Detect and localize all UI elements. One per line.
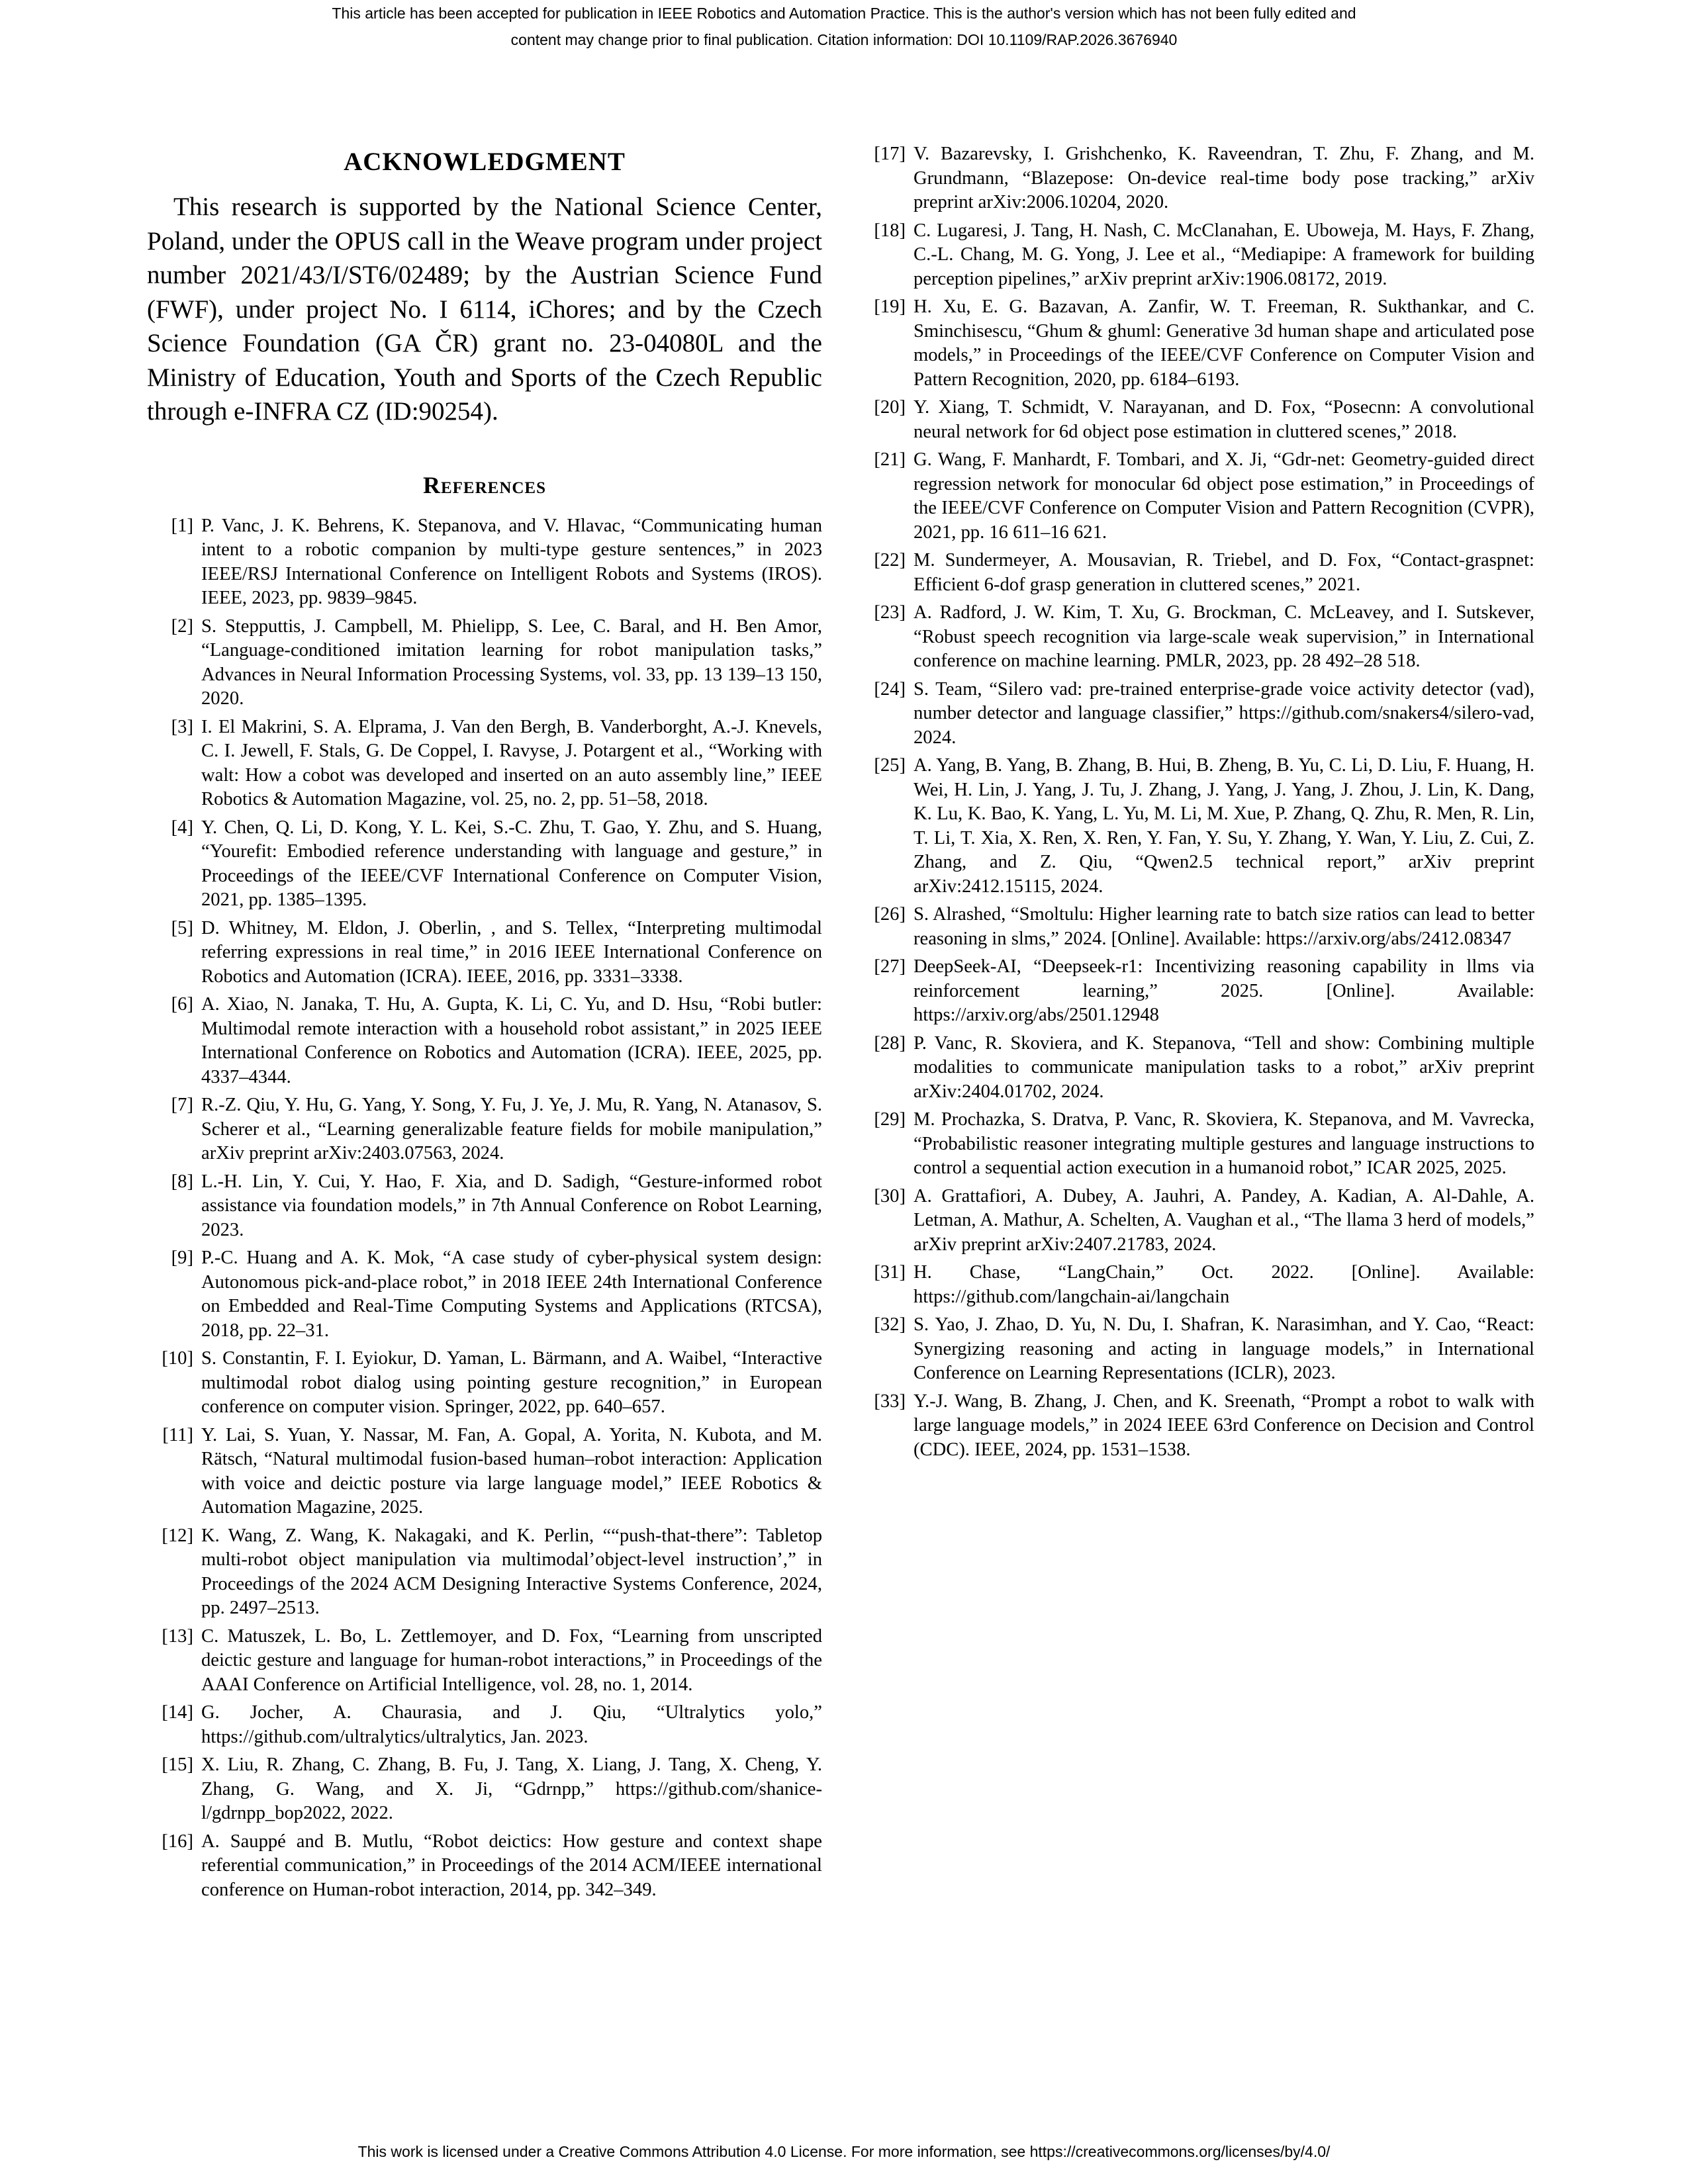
reference-item: [859, 754, 1534, 899]
reference-text: Y.-J. Wang, B. Zhang, J. Chen, and K. Sreenath, “Prompt a robot to walk with large language models,” in 2024 IEEE 63rd Conference on Decision and Control (CDC). IEEE, 2024, pp. 1531–1538.: [914, 1390, 1534, 1460]
reference-text: D. Whitney, M. Eldon, J. Oberlin, , and S. Tellex, “Interpreting multimodal referring expressions in real time,” in 2016 IEEE International Conference on Robotics and Automation (ICRA). IEEE, 2016, pp. 3331–3338.: [201, 917, 822, 987]
reference-number: [32]: [874, 1314, 906, 1335]
reference-text: Y. Chen, Q. Li, D. Kong, Y. L. Kei, S.-C. Zhu, T. Gao, Y. Zhu, and S. Huang, “Yourefit: Embodied reference understanding with language and gesture,” in Proceedings of the IEEE/CVF International Conference on Computer Vision, 2021, pp. 1385–1395.: [201, 817, 822, 910]
publication-notice: [0, 0, 1688, 53]
reference-text: G. Jocher, A. Chaurasia, and J. Qiu, “Ultralytics yolo,” https://github.com/ultralytics/ultralytics, Jan. 2023.: [201, 1702, 822, 1747]
reference-item: [147, 615, 822, 711]
reference-number: [14]: [162, 1702, 193, 1723]
reference-number: [30]: [874, 1185, 906, 1206]
reference-text: C. Matuszek, L. Bo, L. Zettlemoyer, and D. Fox, “Learning from unscripted deictic gesture and language for human-robot interactions,” in Proceedings of the AAAI Conference on Artificial Intelligence, vol. 28, no. 1, 2014.: [201, 1625, 822, 1695]
reference-list-left: [147, 514, 822, 1903]
reference-item: [859, 142, 1534, 215]
reference-text: L.-H. Lin, Y. Cui, Y. Hao, F. Xia, and D. Sadigh, “Gesture-informed robot assistance via foundation models,” in 7th Annual Conference on Robot Learning, 2023.: [201, 1171, 822, 1240]
reference-number: [1]: [171, 515, 193, 536]
reference-number: [21]: [874, 449, 906, 470]
reference-number: [12]: [162, 1525, 193, 1546]
reference-number: [33]: [874, 1390, 906, 1412]
reference-text: K. Wang, Z. Wang, K. Nakagaki, and K. Perlin, ““push-that-there”: Tabletop multi-robot object manipulation via multimodal’object-level instruction’,” in Proceedings of the 2024 ACM Designing Interactive Systems Conference, 2024, pp. 2497–2513.: [201, 1525, 822, 1618]
reference-number: [29]: [874, 1109, 906, 1130]
reference-number: [25]: [874, 755, 906, 776]
reference-text: A. Sauppé and B. Mutlu, “Robot deictics: How gesture and context shape referential communication,” in Proceedings of the 2014 ACM/IEEE international conference on Human-robot interaction, 2014, pp. 342–349.: [201, 1831, 822, 1900]
publication-notice-line-1: This article has been accepted for publication in IEEE Robotics and Automation Practice. This is the author's version which has not been fully edited and: [332, 5, 1356, 22]
reference-item: [147, 816, 822, 913]
reference-text: V. Bazarevsky, I. Grishchenko, K. Raveendran, T. Zhu, F. Zhang, and M. Grundmann, “Blazepose: On-device real-time body pose tracking,” arXiv preprint arXiv:2006.10204, 2020.: [914, 144, 1534, 212]
reference-item: [147, 514, 822, 611]
reference-item: [859, 955, 1534, 1028]
reference-number: [23]: [874, 602, 906, 623]
reference-text: X. Liu, R. Zhang, C. Zhang, B. Fu, J. Tang, X. Liang, J. Tang, X. Cheng, Y. Zhang, G. Wang, and X. Ji, “Gdrnpp,” https://github.com/shanice-l/gdrnpp_bop2022, 2022.: [201, 1754, 822, 1823]
reference-text: S. Constantin, F. I. Eyiokur, D. Yaman, L. Bärmann, and A. Waibel, “Interactive multimodal robot dialog using pointing gesture recognition,” in European conference on computer vision. Springer, 2022, pp. 640–657.: [201, 1348, 822, 1417]
reference-text: R.-Z. Qiu, Y. Hu, G. Yang, Y. Song, Y. Fu, J. Ye, J. Mu, R. Yang, N. Atanasov, S. Scherer et al., “Learning generalizable feature fields for mobile manipulation,” arXiv preprint arXiv:2403.07563, 2024.: [201, 1095, 822, 1163]
reference-number: [13]: [162, 1625, 193, 1647]
reference-item: [859, 1261, 1534, 1309]
reference-text: I. El Makrini, S. A. Elprama, J. Van den Bergh, B. Vanderborght, A.-J. Knevels, C. I. Jewell, F. Stals, G. De Coppel, I. Ravyse, J. Potargent et al., “Working with walt: How a cobot was developed and inserted on an auto assembly line,” IEEE Robotics & Automation Magazine, vol. 25, no. 2, pp. 51–58, 2018.: [201, 716, 822, 809]
reference-number: [5]: [171, 917, 193, 938]
reference-number: [18]: [874, 220, 906, 241]
reference-number: [22]: [874, 550, 906, 570]
reference-number: [17]: [874, 144, 906, 164]
reference-item: [859, 219, 1534, 292]
license-footer: This work is licensed under a Creative Commons Attribution 4.0 License. For more information, see https://creativecommons.org/licenses/by/4.0/: [357, 2143, 1331, 2160]
acknowledgment-text: This research is supported by the National Science Center, Poland, under the OPUS call in the Weave program under project number 2021/43/I/ST6/02489; by the Austrian Science Fund (FWF), under project No. I 6114, iChores; and by the Czech Science Foundation (GA ČR) grant no. 23-04080L and the Ministry of Education, Youth and Sports of the Czech Republic through e-INFRA CZ (ID:90254).: [147, 193, 822, 426]
reference-text: Y. Xiang, T. Schmidt, V. Narayanan, and D. Fox, “Posecnn: A convolutional neural network for 6d object pose estimation in cluttered scenes,” 2018.: [914, 397, 1534, 442]
reference-text: Y. Lai, S. Yuan, Y. Nassar, M. Fan, A. Gopal, A. Yorita, N. Kubota, and M. Rätsch, “Natural multimodal fusion-based human–robot interaction: Application with voice and deictic posture via large language model,” IEEE Robotics & Automation Magazine, 2025.: [201, 1424, 822, 1518]
reference-text: P.-C. Huang and A. K. Mok, “A case study of cyber-physical system design: Autonomous pick-and-place robot,” in 2018 IEEE 24th International Conference on Embedded and Real-Time Computing Systems and Applications (RTCSA), 2018, pp. 22–31.: [201, 1248, 822, 1341]
reference-item: [859, 1032, 1534, 1105]
right-column: [859, 142, 1534, 1466]
reference-number: [27]: [874, 956, 906, 977]
reference-item: [147, 993, 822, 1089]
reference-number: [20]: [874, 397, 906, 418]
reference-number: [10]: [162, 1348, 193, 1369]
reference-item: [859, 1108, 1534, 1181]
reference-number: [26]: [874, 904, 906, 925]
reference-text: A. Radford, J. W. Kim, T. Xu, G. Brockman, C. McLeavey, and I. Sutskever, “Robust speech recognition via large-scale weak supervision,” in International conference on machine learning. PMLR, 2023, pp. 28 492–28 518.: [914, 602, 1534, 671]
reference-text: C. Lugaresi, J. Tang, H. Nash, C. McClanahan, E. Uboweja, M. Hays, F. Zhang, C.-L. Chang, M. G. Yong, J. Lee et al., “Mediapipe: A framework for building perception pipelines,” arXiv preprint arXiv:1906.08172, 2019.: [914, 220, 1534, 289]
reference-item: [859, 396, 1534, 444]
reference-number: [28]: [874, 1032, 906, 1054]
reference-number: [11]: [162, 1424, 193, 1445]
reference-number: [2]: [171, 615, 193, 637]
reference-text: A. Yang, B. Yang, B. Zhang, B. Hui, B. Zheng, B. Yu, C. Li, D. Liu, F. Huang, H. Wei, H. Lin, J. Yang, J. Tu, J. Zhang, J. Yang, J. Yang, J. Zhou, J. Lin, K. Dang, K. Lu, K. Bao, K. Yang, L. Yu, M. Li, M. Xue, P. Zhang, Q. Zhu, R. Men, R. Lin, T. Li, T. Xia, X. Ren, X. Ren, Y. Fan, Y. Su, Y. Zhang, Y. Wan, Y. Liu, Z. Cui, Z. Zhang, and Z. Qiu, “Qwen2.5 technical report,” arXiv preprint arXiv:2412.15115, 2024.: [914, 755, 1534, 897]
reference-item: [859, 1390, 1534, 1463]
reference-item: [859, 678, 1534, 751]
reference-item: [859, 1185, 1534, 1257]
reference-number: [6]: [171, 994, 193, 1015]
publication-notice-line-2: content may change prior to final publication. Citation information: DOI 10.1109/RAP.2026.3676940: [510, 31, 1178, 48]
reference-number: [8]: [171, 1171, 193, 1192]
reference-text: A. Xiao, N. Janaka, T. Hu, A. Gupta, K. Li, C. Yu, and D. Hsu, “Robi butler: Multimodal remote interaction with a household robot assistant,” in 2025 IEEE International Conference on Robotics and Automation (ICRA). IEEE, 2025, pp. 4337–4344.: [201, 994, 822, 1087]
reference-text: P. Vanc, J. K. Behrens, K. Stepanova, and V. Hlavac, “Communicating human intent to a robotic companion by multi-type gesture sentences,” in 2023 IEEE/RSJ International Conference on Intelligent Robots and Systems (IROS). IEEE, 2023, pp. 9839–9845.: [201, 515, 822, 608]
reference-item: [147, 1093, 822, 1166]
reference-number: [15]: [162, 1754, 193, 1775]
reference-item: [147, 1424, 822, 1520]
reference-text: M. Sundermeyer, A. Mousavian, R. Triebel, and D. Fox, “Contact-graspnet: Efficient 6-dof grasp generation in cluttered scenes,” 2021.: [914, 550, 1534, 595]
reference-text: S. Yao, J. Zhao, D. Yu, N. Du, I. Shafran, K. Narasimhan, and Y. Cao, “React: Synergizing reasoning and acting in language models,” in International Conference on Learning Representations (ICLR), 2023.: [914, 1314, 1534, 1383]
reference-number: [31]: [874, 1262, 906, 1283]
reference-item: [147, 1625, 822, 1698]
reference-text: P. Vanc, R. Skoviera, and K. Stepanova, “Tell and show: Combining multiple modalities to communicate manipulation tasks to a robot,” arXiv preprint arXiv:2404.01702, 2024.: [914, 1032, 1534, 1102]
reference-text: DeepSeek-AI, “Deepseek-r1: Incentivizing reasoning capability in llms via reinforcement learning,” 2025. [Online]. Available: https://arxiv.org/abs/2501.12948: [914, 956, 1534, 1025]
reference-number: [24]: [874, 678, 906, 700]
reference-item: [859, 601, 1534, 674]
reference-item: [147, 1830, 822, 1903]
reference-item: [147, 917, 822, 989]
reference-text: G. Wang, F. Manhardt, F. Tombari, and X. Ji, “Gdr-net: Geometry-guided direct regression network for monocular 6d object pose estimation,” in Proceedings of the IEEE/CVF Conference on Computer Vision and Pattern Recognition (CVPR), 2021, pp. 16 611–16 621.: [914, 449, 1534, 543]
reference-item: [147, 1524, 822, 1621]
left-column: [147, 142, 822, 1906]
reference-text: A. Grattafiori, A. Dubey, A. Jauhri, A. Pandey, A. Kadian, A. Al-Dahle, A. Letman, A. Mathur, A. Schelten, A. Vaughan et al., “The llama 3 herd of models,” arXiv preprint arXiv:2407.21783, 2024.: [914, 1185, 1534, 1255]
reference-item: [147, 1753, 822, 1826]
reference-number: [3]: [171, 716, 193, 737]
reference-text: H. Xu, E. G. Bazavan, A. Zanfir, W. T. Freeman, R. Sukthankar, and C. Sminchisescu, “Ghum & ghuml: Generative 3d human shape and articulated pose models,” in Proceedings of the IEEE/CVF Conference on Computer Vision and Pattern Recognition, 2020, pp. 6184–6193.: [914, 296, 1534, 390]
reference-item: [147, 1170, 822, 1243]
reference-item: [859, 549, 1534, 597]
reference-item: [147, 1246, 822, 1343]
reference-text: S. Alrashed, “Smoltulu: Higher learning rate to batch size ratios can lead to better reasoning in slms,” 2024. [Online]. Available: https://arxiv.org/abs/2412.08347: [914, 904, 1534, 949]
reference-number: [7]: [171, 1095, 193, 1115]
reference-item: [147, 1347, 822, 1420]
reference-item: [147, 715, 822, 812]
reference-list-right: [859, 142, 1534, 1462]
references-heading: References: [422, 471, 547, 498]
reference-text: H. Chase, “LangChain,” Oct. 2022. [Online]. Available: https://github.com/langchain-ai/langchain: [914, 1262, 1534, 1307]
reference-number: [9]: [171, 1248, 193, 1268]
reference-item: [859, 903, 1534, 951]
reference-number: [16]: [162, 1831, 193, 1852]
reference-text: S. Team, “Silero vad: pre-trained enterprise-grade voice activity detector (vad), number detector and language classifier,” https://github.com/snakers4/silero-vad, 2024.: [914, 678, 1534, 748]
reference-text: S. Stepputtis, J. Campbell, M. Phielipp, S. Lee, C. Baral, and H. Ben Amor, “Language-conditioned imitation learning for robot manipulation tasks,” Advances in Neural Information Processing Systems, vol. 33, pp. 13 139–13 150, 2020.: [201, 615, 822, 709]
reference-item: [147, 1701, 822, 1749]
acknowledgment-heading: ACKNOWLEDGMENT: [344, 148, 626, 176]
reference-item: [859, 448, 1534, 545]
reference-number: [19]: [874, 296, 906, 317]
reference-number: [4]: [171, 817, 193, 838]
reference-text: M. Prochazka, S. Dratva, P. Vanc, R. Skoviera, K. Stepanova, and M. Vavrecka, “Probabilistic reasoner integrating multiple gestures and language instructions to control a sequential action execution in a humanoid robot,” ICAR 2025, 2025.: [914, 1109, 1534, 1178]
reference-item: [859, 1313, 1534, 1386]
reference-item: [859, 295, 1534, 392]
